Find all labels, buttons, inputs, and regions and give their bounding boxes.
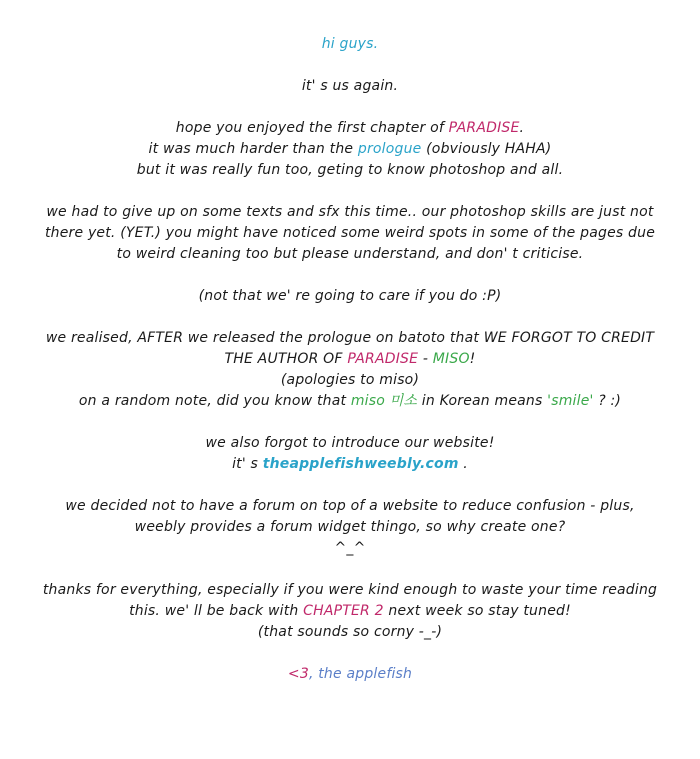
paragraph-5-line-1: we also forgot to introduce our website! — [205, 435, 495, 451]
paragraph-6-line-3: ^_^ — [334, 540, 366, 556]
greeting-line: hi guys. — [321, 36, 379, 52]
paragraph-6-line-1: we decided not to have a forum on top of a website to reduce confusion - plus, — [65, 498, 635, 514]
paragraph-5-line-2: it' s theapplefishweebly.com . — [232, 456, 468, 472]
paragraph-2-line-3: to weird cleaning too but please understand, and don' t criticise. — [116, 246, 584, 262]
series-title: PARADISE — [448, 120, 520, 136]
signature-name: , the applefish — [308, 666, 413, 682]
paragraph-2-line-2: there yet. (YET.) you might have noticed some weird spots in some of the pages due — [44, 225, 656, 241]
paragraph-1-line-1: hope you enjoyed the first chapter of PARADISE. — [175, 120, 525, 136]
paragraph-1-line-3: but it was really fun too, geting to know photoshop and all. — [136, 162, 564, 178]
paragraph-2-line-1: we had to give up on some texts and sfx this time.. our photoshop skills are just not — [46, 204, 654, 220]
miso-word: miso — [350, 393, 386, 409]
prologue-word: prologue — [357, 141, 422, 157]
series-title: PARADISE — [347, 351, 419, 367]
korean-word: 미소 — [385, 393, 418, 409]
intro-line: it' s us again. — [301, 78, 399, 94]
paragraph-4-line-4: on a random note, did you know that miso 미소 in Korean means 'smile' ? :) — [78, 393, 622, 409]
paragraph-7-line-1: thanks for everything, especially if you were kind enough to waste your time reading — [42, 582, 658, 598]
translator-note — [0, 34, 700, 685]
paragraph-4-line-3: (apologies to miso) — [280, 372, 420, 388]
website-link[interactable]: theapplefishweebly.com — [262, 456, 459, 472]
paragraph-3: (not that we' re going to care if you do :P) — [198, 288, 502, 304]
author-name: MISO — [432, 351, 470, 367]
paragraph-7-line-3: (that sounds so corny -_-) — [257, 624, 443, 640]
smile-word: 'smile' — [547, 393, 594, 409]
paragraph-1-line-2: it was much harder than the prologue (obviously HAHA) — [148, 141, 552, 157]
paragraph-4-line-1: we realised, AFTER we released the prologue on batoto that WE FORGOT TO CREDIT — [45, 330, 655, 346]
paragraph-6-line-2: weebly provides a forum widget thingo, so why create one? — [134, 519, 566, 535]
signature — [0, 664, 700, 685]
chapter-2-label: CHAPTER 2 — [303, 603, 384, 619]
heart-emoticon: <3 — [287, 666, 309, 682]
paragraph-7-line-2: this. we' ll be back with CHAPTER 2 next week so stay tuned! — [129, 603, 571, 619]
paragraph-4-line-2: THE AUTHOR OF PARADISE - MISO! — [224, 351, 476, 367]
